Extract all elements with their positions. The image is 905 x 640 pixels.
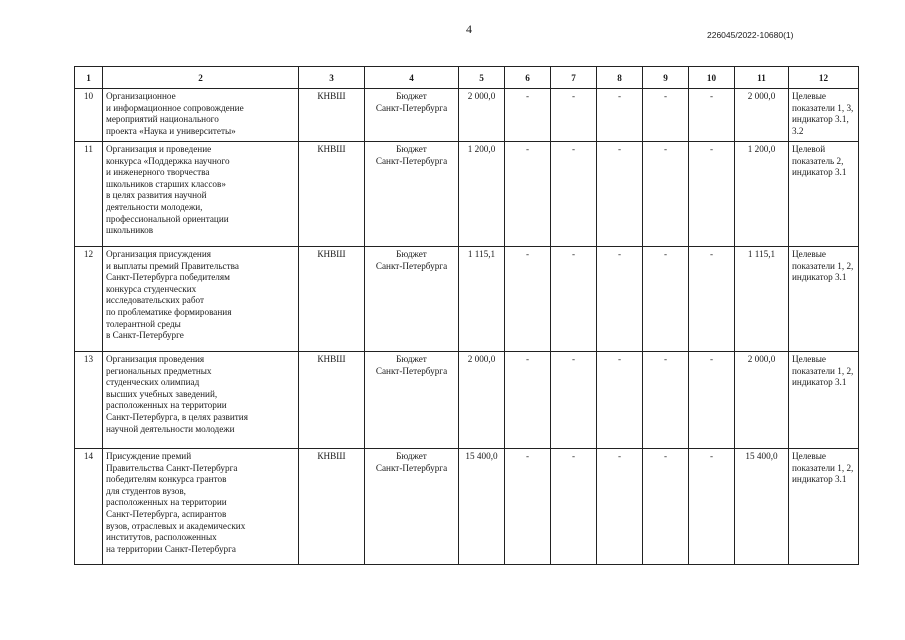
funding-source: Бюджет Санкт-Петербурга (365, 352, 459, 449)
empty-value: - (643, 89, 689, 142)
indicators: Целевой показатель 2, индикатор 3.1 (789, 142, 859, 247)
indicators: Целевые показатели 1, 3, индикатор 3.1, 3.2 (789, 89, 859, 142)
total-value: 2 000,0 (735, 352, 789, 449)
column-header: 1 (75, 67, 103, 89)
empty-value: - (689, 247, 735, 352)
empty-value: - (597, 352, 643, 449)
empty-value: - (689, 89, 735, 142)
empty-value: - (689, 142, 735, 247)
empty-value: - (551, 449, 597, 565)
empty-value: - (643, 352, 689, 449)
table-header-row (75, 67, 859, 89)
empty-value: - (551, 142, 597, 247)
total-value: 1 115,1 (735, 247, 789, 352)
total-value: 1 200,0 (735, 142, 789, 247)
total-value: 15 400,0 (735, 449, 789, 565)
table-row (75, 352, 859, 449)
empty-value: - (643, 142, 689, 247)
empty-value: - (551, 352, 597, 449)
column-header: 3 (299, 67, 365, 89)
empty-value: - (597, 89, 643, 142)
column-header: 6 (505, 67, 551, 89)
activity-name: Организация и проведение конкурса «Поддержка научного и инженерного творчества школьников старших классов» в целях развития научной деятельности молодежи, профессиональной ориентации школьников (103, 142, 299, 247)
indicators: Целевые показатели 1, 2, индикатор 3.1 (789, 247, 859, 352)
column-header: 7 (551, 67, 597, 89)
indicators: Целевые показатели 1, 2, индикатор 3.1 (789, 449, 859, 565)
amount-value: 1 115,1 (459, 247, 505, 352)
column-header: 12 (789, 67, 859, 89)
activity-name: Организация проведения региональных предметных студенческих олимпиад высших учебных заведений, расположенных на территории Санкт-Петербурга, в целях развития научной деятельности молодежи (103, 352, 299, 449)
empty-value: - (551, 247, 597, 352)
total-value: 2 000,0 (735, 89, 789, 142)
empty-value: - (597, 449, 643, 565)
column-header: 5 (459, 67, 505, 89)
amount-value: 15 400,0 (459, 449, 505, 565)
empty-value: - (689, 352, 735, 449)
amount-value: 2 000,0 (459, 89, 505, 142)
executor-code: КНВШ (299, 449, 365, 565)
executor-code: КНВШ (299, 247, 365, 352)
column-header: 11 (735, 67, 789, 89)
funding-source: Бюджет Санкт-Петербурга (365, 449, 459, 565)
empty-value: - (551, 89, 597, 142)
empty-value: - (597, 247, 643, 352)
empty-value: - (505, 247, 551, 352)
column-header: 9 (643, 67, 689, 89)
indicators: Целевые показатели 1, 2, индикатор 3.1 (789, 352, 859, 449)
empty-value: - (505, 449, 551, 565)
row-number: 12 (75, 247, 103, 352)
funding-source: Бюджет Санкт-Петербурга (365, 89, 459, 142)
activity-name: Организация присуждения и выплаты премий Правительства Санкт-Петербурга победителям конкурса студенческих исследовательских работ по проблематике формирования толерантной среды в Санкт-Петербурге (103, 247, 299, 352)
page-number: 4 (466, 22, 472, 36)
empty-value: - (643, 247, 689, 352)
empty-value: - (597, 142, 643, 247)
empty-value: - (643, 449, 689, 565)
table-row (75, 449, 859, 565)
empty-value: - (505, 89, 551, 142)
row-number: 13 (75, 352, 103, 449)
activity-name: Организационное и информационное сопровождение мероприятий национального проекта «Наука и университеты» (103, 89, 299, 142)
program-table (74, 66, 859, 565)
funding-source: Бюджет Санкт-Петербурга (365, 142, 459, 247)
empty-value: - (505, 142, 551, 247)
row-number: 10 (75, 89, 103, 142)
executor-code: КНВШ (299, 352, 365, 449)
table-row (75, 142, 859, 247)
amount-value: 1 200,0 (459, 142, 505, 247)
column-header: 2 (103, 67, 299, 89)
column-header: 8 (597, 67, 643, 89)
row-number: 11 (75, 142, 103, 247)
column-header: 4 (365, 67, 459, 89)
table-row (75, 89, 859, 142)
empty-value: - (689, 449, 735, 565)
table-row (75, 247, 859, 352)
executor-code: КНВШ (299, 89, 365, 142)
column-header: 10 (689, 67, 735, 89)
executor-code: КНВШ (299, 142, 365, 247)
document-code: 226045/2022-10680(1) (707, 30, 794, 40)
empty-value: - (505, 352, 551, 449)
activity-name: Присуждение премий Правительства Санкт-Петербурга победителям конкурса грантов для студентов вузов, расположенных на территории Санкт-Петербурга, аспирантов вузов, отраслевых и академических институтов, расположенных на территории Санкт-Петербурга (103, 449, 299, 565)
funding-source: Бюджет Санкт-Петербурга (365, 247, 459, 352)
row-number: 14 (75, 449, 103, 565)
amount-value: 2 000,0 (459, 352, 505, 449)
